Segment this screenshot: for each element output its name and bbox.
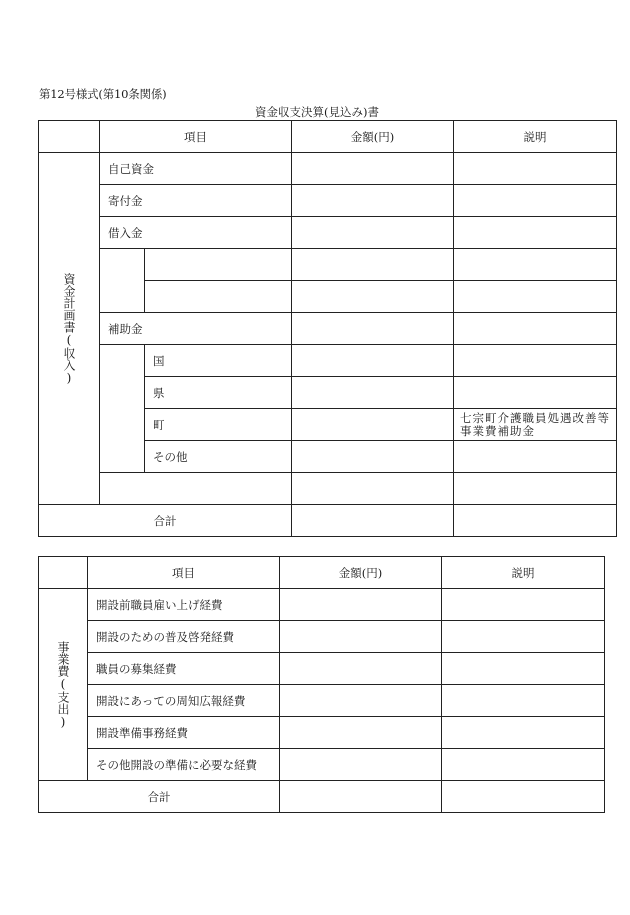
amount-cell[interactable] <box>292 217 454 249</box>
expense-item-label: 職員の募集経費 <box>88 653 280 685</box>
description-cell[interactable] <box>454 217 617 249</box>
amount-cell[interactable] <box>292 185 454 217</box>
row-label-subsidy: 補助金 <box>100 313 292 345</box>
description-cell[interactable] <box>442 685 605 717</box>
table-row <box>39 153 617 185</box>
header-item: 項目 <box>88 557 280 589</box>
description-cell[interactable] <box>454 281 617 313</box>
amount-cell[interactable] <box>292 153 454 185</box>
header-description: 説明 <box>442 557 605 589</box>
indent-cell <box>100 345 145 473</box>
amount-cell[interactable] <box>292 281 454 313</box>
amount-cell[interactable] <box>280 621 442 653</box>
income-total-row <box>39 505 617 537</box>
amount-cell[interactable] <box>280 653 442 685</box>
description-cell[interactable] <box>454 377 617 409</box>
header-blank-cell <box>39 557 88 589</box>
row-label-donations: 寄付金 <box>100 185 292 217</box>
amount-cell[interactable] <box>292 249 454 281</box>
expense-item-label: 開設にあっての周知広報経費 <box>88 685 280 717</box>
table-row <box>39 217 617 249</box>
table-row <box>39 717 605 749</box>
table-row <box>39 749 605 781</box>
total-description-cell[interactable] <box>454 505 617 537</box>
description-cell[interactable] <box>454 153 617 185</box>
description-cell[interactable] <box>442 749 605 781</box>
expense-header-row <box>39 557 605 589</box>
description-cell[interactable] <box>442 653 605 685</box>
row-label-prefecture: 県 <box>145 377 292 409</box>
amount-cell[interactable] <box>292 377 454 409</box>
description-cell[interactable] <box>454 313 617 345</box>
amount-cell[interactable] <box>280 685 442 717</box>
amount-cell[interactable] <box>292 473 454 505</box>
amount-cell[interactable] <box>292 409 454 441</box>
row-label-own-funds: 自己資金 <box>100 153 292 185</box>
row-label-borrowings: 借入金 <box>100 217 292 249</box>
table-row <box>39 621 605 653</box>
borrowing-detail-cell[interactable] <box>145 281 292 313</box>
blank-item-cell[interactable] <box>100 473 292 505</box>
expense-item-label: 開設準備事務経費 <box>88 717 280 749</box>
header-blank-cell <box>39 121 100 153</box>
amount-cell[interactable] <box>292 441 454 473</box>
row-label-town: 町 <box>145 409 292 441</box>
amount-cell[interactable] <box>280 717 442 749</box>
income-header-row <box>39 121 617 153</box>
total-label: 合計 <box>39 505 292 537</box>
table-row <box>39 249 617 281</box>
expense-total-row <box>39 781 605 813</box>
description-cell[interactable] <box>454 185 617 217</box>
indent-cell <box>100 249 145 313</box>
total-label: 合計 <box>39 781 280 813</box>
row-label-other: その他 <box>145 441 292 473</box>
table-row <box>39 653 605 685</box>
amount-cell[interactable] <box>280 589 442 621</box>
borrowing-detail-cell[interactable] <box>145 249 292 281</box>
description-cell[interactable] <box>454 473 617 505</box>
document-title: 資金収支決算(見込み)書 <box>255 105 379 119</box>
income-table <box>38 120 617 537</box>
expense-item-label: その他開設の準備に必要な経費 <box>88 749 280 781</box>
row-label-national: 国 <box>145 345 292 377</box>
town-subsidy-note: 七宗町介護職員処遇改善等事業費補助金 <box>454 409 617 441</box>
total-amount-cell[interactable] <box>292 505 454 537</box>
amount-cell[interactable] <box>280 749 442 781</box>
expense-item-label: 開設前職員雇い上げ経費 <box>88 589 280 621</box>
table-row <box>39 685 605 717</box>
expense-section-label: 事業費(支出) <box>39 589 88 781</box>
expense-item-label: 開設のための普及啓発経費 <box>88 621 280 653</box>
header-amount: 金額(円) <box>292 121 454 153</box>
header-amount: 金額(円) <box>280 557 442 589</box>
table-row <box>39 313 617 345</box>
table-row <box>39 185 617 217</box>
table-row <box>39 589 605 621</box>
description-cell[interactable] <box>442 589 605 621</box>
description-cell[interactable] <box>442 717 605 749</box>
total-description-cell[interactable] <box>442 781 605 813</box>
description-cell[interactable] <box>454 441 617 473</box>
income-section-label: 資金計画書(収入) <box>39 153 100 505</box>
total-amount-cell[interactable] <box>280 781 442 813</box>
form-number-label: 第12号様式(第10条関係) <box>39 87 167 101</box>
description-cell[interactable] <box>442 621 605 653</box>
header-description: 説明 <box>454 121 617 153</box>
expense-table <box>38 556 605 813</box>
table-row <box>39 473 617 505</box>
amount-cell[interactable] <box>292 345 454 377</box>
description-cell[interactable] <box>454 345 617 377</box>
amount-cell[interactable] <box>292 313 454 345</box>
description-cell[interactable] <box>454 249 617 281</box>
header-item: 項目 <box>100 121 292 153</box>
table-row <box>39 345 617 377</box>
